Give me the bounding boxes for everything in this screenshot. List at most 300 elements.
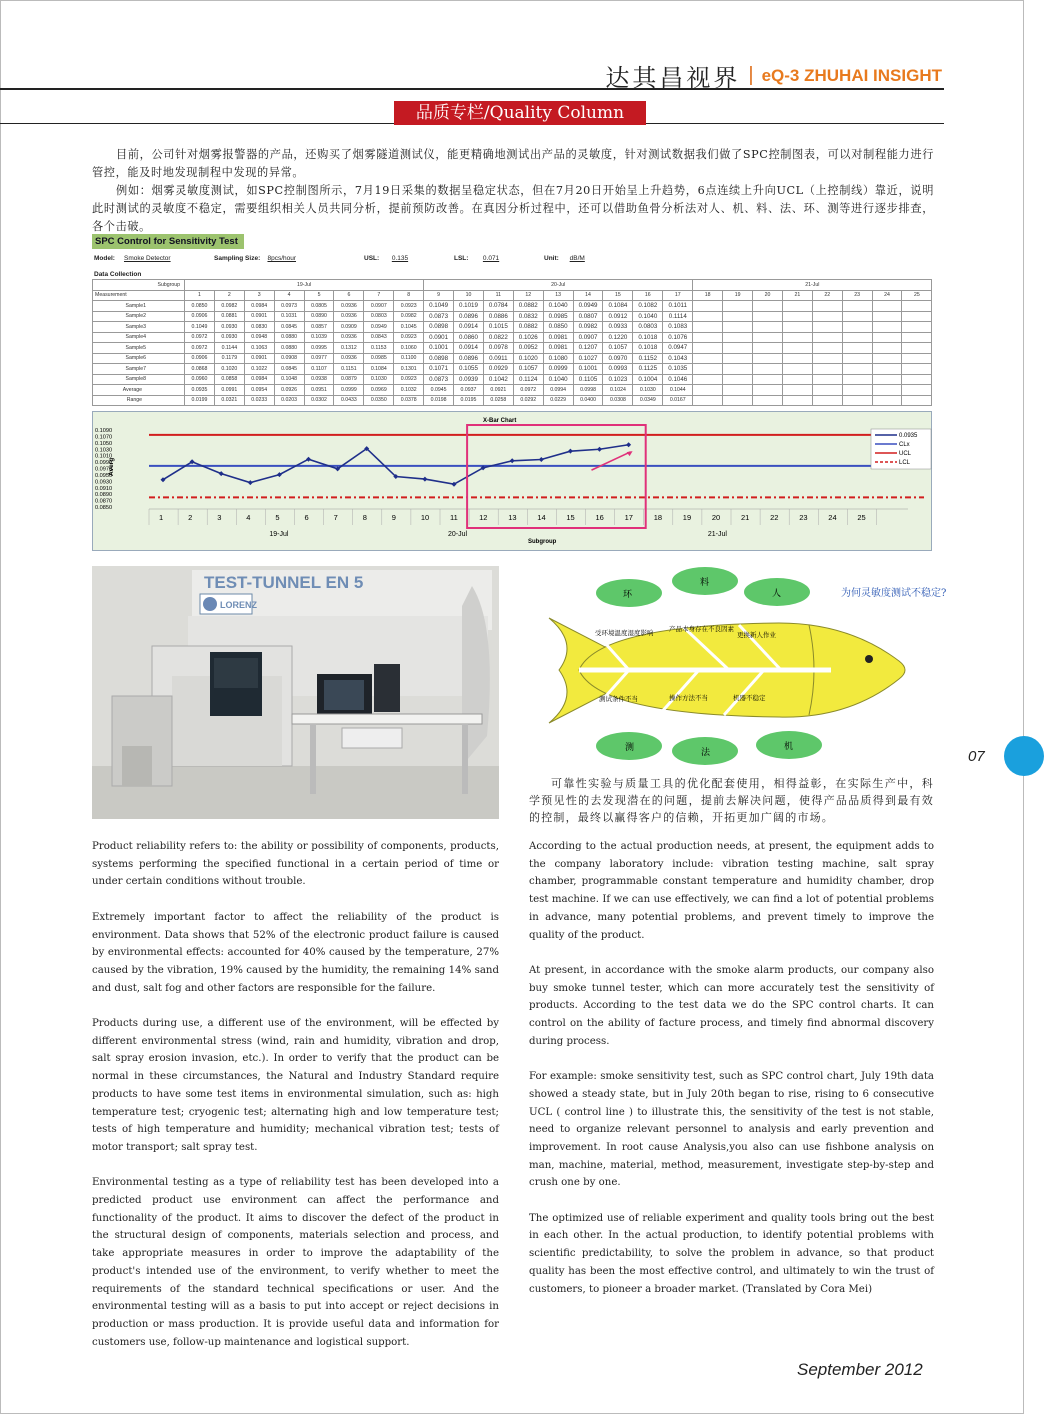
table-cell: 0.0860 [454,332,484,343]
table-cell [902,374,932,385]
x-tick-label: 3 [217,513,222,522]
chart-title: X-Bar Chart [483,418,517,424]
table-cell: 0.0914 [454,343,484,354]
table-cell [723,395,753,406]
table-cell [693,322,723,333]
table-cell: 0.0882 [513,301,543,312]
date-group-label: 21-Jul [707,531,727,538]
table-cell: 0.0881 [214,311,244,322]
x-tick-label: 12 [479,513,488,522]
x-tick-label: 23 [799,513,808,522]
bubble-material: 料 [700,578,710,588]
table-cell: 0.0935 [185,385,215,396]
page-number: 07 [968,748,985,765]
x-tick-label: 2 [188,513,193,522]
table-cell [872,332,902,343]
table-cell [812,353,842,364]
table-cell [693,301,723,312]
subgroup-number: 8 [394,290,424,301]
table-cell: 0.1045 [394,322,424,333]
x-tick-label: 8 [362,513,367,522]
intro-cn-2: 例如：烟雾灵敏度测试，如SPC控制图所示，7月19日采集的数据呈稳定状态，但在7月20日开始呈上升趋势，6点连续上升向UCL（上控制线）靠近，说明此时测试的灵敏度不稳定，需要组织相关人员共同分析，提前预防改善。在真因分析过程中，还可以借助鱼骨分析法对人、机、料、法、环、测等进行逐步排查，各个击破。 [92,184,934,233]
left-para-3: Products during use, a different use of the environment, will be effected by different environmental stress (wind, rain and humidity, vibration and drop, salt spray erosion invasion, etc.). In order to verify that the product can be normal in these circumstances, the Natural and Industry Standard require products to have some test items in environmental simulation, such as: high temperature test; cryogenic test; alternating high and low temperature test; tests of high temperature and humidity; mechanical vibration test; tests of motor transport; salt spray test. [92,1018,499,1153]
date-group-label: 20-Jul [448,531,468,538]
table-cell: 0.1063 [244,343,274,354]
x-tick-label: 18 [653,513,663,522]
table-cell [723,332,753,343]
table-cell [902,343,932,354]
fish-head-question: 为何灵敏度测试不稳定? [841,588,947,599]
table-cell: 0.0901 [244,353,274,364]
table-cell: 0.0880 [274,332,304,343]
subgroup-number: 22 [812,290,842,301]
spc-title: SPC Control for Sensitivity Test [92,234,244,249]
table-cell: 0.0378 [394,395,424,406]
cause-env: 受环境温度湿度影响 [595,629,654,637]
table-cell: 0.0901 [244,311,274,322]
y-tick-label: 0.0850 [95,505,113,511]
table-cell: 0.0991 [214,385,244,396]
table-row [93,332,932,343]
table-cell: 0.0952 [513,343,543,354]
table-cell [842,385,872,396]
table-cell [902,322,932,333]
x-tick-label: 22 [770,513,779,522]
table-cell: 0.0969 [364,385,394,396]
cause-measure: 测试条件不当 [599,695,638,703]
table-cell [723,301,753,312]
row-label: Average [93,385,185,396]
table-cell: 0.0984 [244,301,274,312]
table-cell: 0.1076 [663,332,693,343]
table-cell: 0.0873 [424,311,454,322]
table-cell: 0.1001 [424,343,454,354]
table-cell [693,353,723,364]
row-label: Sample2 [93,311,185,322]
table-cell: 0.0949 [364,322,394,333]
masthead-en: eQ-3 ZHUHAI INSIGHT [761,65,942,85]
table-cell [782,322,812,333]
subgroup-number: 4 [274,290,304,301]
table-cell: 0.0923 [394,301,424,312]
table-cell: 0.1060 [394,343,424,354]
table-cell: 0.0994 [543,385,573,396]
table-cell: 0.0970 [603,353,633,364]
subgroup-number: 17 [663,290,693,301]
table-cell: 0.0972 [185,332,215,343]
table-cell: 0.1144 [214,343,244,354]
table-cell: 0.0936 [334,353,364,364]
y-tick-label: 0.0870 [95,498,113,505]
xbar-chart-svg [93,412,933,552]
table-cell [753,364,783,375]
date-group-label: 19-Jul [269,531,289,538]
table-cell: 0.0896 [454,353,484,364]
table-cell [902,332,932,343]
table-cell [723,385,753,396]
table-cell: 0.0999 [543,364,573,375]
subgroup-number: 13 [543,290,573,301]
table-cell: 0.1046 [663,374,693,385]
table-cell [872,322,902,333]
y-tick-label: 0.0970 [95,466,113,473]
spc-lsl: LSL: 0.071 [454,255,500,262]
table-cell: 0.0937 [454,385,484,396]
table-cell: 0.0349 [633,395,663,406]
table-cell: 0.1055 [454,364,484,375]
table-cell [812,374,842,385]
subgroup-number: 12 [513,290,543,301]
table-cell: 0.0873 [424,374,454,385]
table-cell: 0.0936 [334,301,364,312]
intro-cn-1: 目前，公司针对烟雾报警器的产品，还购买了烟雾隧道测试仪，能更精确地测试出产品的灵敏度，针对测试数据我们做了SPC控制图表，可以对制程能力进行管控，能及时地发现制程中发现的异常。 [92,148,934,179]
table-cell: 0.1125 [633,364,663,375]
y-tick-label: 0.0890 [95,492,113,499]
table-cell: 0.1207 [573,343,603,354]
table-cell: 0.1030 [364,374,394,385]
smoke-tunnel-photo [92,566,499,819]
table-cell: 0.0907 [573,332,603,343]
table-cell: 0.1024 [603,385,633,396]
x-tick-label: 7 [333,513,338,522]
table-cell: 0.1015 [483,322,513,333]
y-tick-label: 0.1030 [95,447,113,454]
table-cell: 0.0945 [424,385,454,396]
caption-cn: 可靠性实验与质量工具的优化配套使用，相得益彰，在实际生产中，科学预见性的去发现潜在的问题，提前去解决问题，使得产品品质得到最有效的控制，最终以赢得客户的信赖，开拓更加广阔的市场。 [529,777,934,824]
table-row [93,353,932,364]
table-cell [812,395,842,406]
issue-date: September 2012 [797,1360,923,1379]
table-cell [842,374,872,385]
x-tick-label: 5 [275,513,280,522]
table-cell [693,385,723,396]
table-cell [812,322,842,333]
x-tick-label: 4 [246,513,251,522]
table-cell: 0.0203 [274,395,304,406]
table-cell [842,322,872,333]
x-tick-label: 10 [420,513,430,522]
table-cell: 0.0258 [483,395,513,406]
right-para-4: The optimized use of reliable experiment and quality tools bring out the best in each other. In the actual production, to identify potential problems with scientific predictability, to solve the problem in advance, so that product quality has been the most effective control, and ultimately to win the trust of customers, to pioneer a broader market. (Translated by Cora Mei) [529,1212,934,1295]
table-cell [902,395,932,406]
table-cell: 0.0898 [424,353,454,364]
table-row [93,311,932,322]
table-cell: 0.1049 [185,322,215,333]
spc-unit: Unit: dB/M [544,255,585,262]
table-cell [902,353,932,364]
row-label: Range [93,395,185,406]
table-cell: 0.1220 [603,332,633,343]
table-cell [753,322,783,333]
table-cell: 0.1004 [633,374,663,385]
table-cell: 0.1035 [663,364,693,375]
subgroup-number: 6 [334,290,364,301]
table-cell [753,332,783,343]
table-cell: 0.0995 [304,343,334,354]
table-cell [902,364,932,375]
fishbone-diagram [519,563,947,777]
subgroup-number: 25 [902,290,932,301]
table-cell: 0.0960 [185,374,215,385]
cause-man: 更换新人作业 [737,631,776,639]
table-cell: 0.0923 [394,332,424,343]
table-cell: 0.1312 [334,343,364,354]
table-cell: 0.0912 [603,311,633,322]
table-cell: 0.0198 [424,395,454,406]
y-tick-label: 0.1070 [95,434,113,441]
table-cell [812,364,842,375]
y-tick-label: 0.1010 [95,453,113,460]
table-cell: 0.0784 [483,301,513,312]
lorenz-brand: LORENZ [220,600,257,610]
table-row [93,322,932,333]
table-cell: 0.0914 [454,322,484,333]
table-cell: 0.0321 [214,395,244,406]
x-tick-label: 16 [595,513,604,522]
table-cell [693,343,723,354]
table-cell: 0.0909 [334,322,364,333]
table-cell: 0.0907 [364,301,394,312]
table-cell [723,343,753,354]
table-row [93,385,932,396]
x-tick-label: 21 [741,513,750,522]
x-tick-label: 9 [391,513,396,522]
left-para-1: Product reliability refers to: the ability or possibility of components, products, systems performing the specified functional in a certain period of time or under certain conditions without trouble. [92,841,499,888]
table-cell: 0.0911 [483,353,513,364]
table-cell: 0.0998 [573,385,603,396]
left-para-2: Extremely important factor to affect the reliability of the product is environment. Data shows that 52% of the electronic product failure is caused by environmental effects: accounted for 40% caused by the temperature, 27% caused by the vibration, 19% caused by the humidity, the remaining 14% sand and dust, salt fog and other factors are responsible for the failure. [92,911,499,994]
table-cell: 0.1124 [513,374,543,385]
table-cell: 0.1042 [483,374,513,385]
plot-area [149,430,909,507]
table-row [93,395,932,406]
table-cell: 0.1001 [573,364,603,375]
table-cell: 0.0898 [424,322,454,333]
left-column [92,838,499,1369]
table-row [93,364,932,375]
table-cell: 0.1020 [513,353,543,364]
table-cell [723,374,753,385]
table-cell: 0.0302 [304,395,334,406]
table-cell: 0.0930 [214,322,244,333]
x-tick-label: 1 [159,513,164,522]
spc-model: Model: Smoke Detector [94,255,171,262]
subgroup-number: 15 [603,290,633,301]
table-cell: 0.0890 [304,311,334,322]
table-cell: 0.0803 [633,322,663,333]
table-cell: 0.0981 [543,332,573,343]
table-cell [753,385,783,396]
table-cell [812,311,842,322]
table-cell: 0.0850 [543,322,573,333]
table-cell: 0.0880 [274,343,304,354]
table-cell: 0.1083 [663,322,693,333]
spc-sampling: Sampling Size: 8pcs/hour [214,255,297,262]
x-tick-label: 13 [508,513,517,522]
table-cell: 0.0982 [214,301,244,312]
table-cell: 0.0843 [364,332,394,343]
smoke-tunnel-illustration [92,566,499,819]
table-cell: 0.0229 [543,395,573,406]
y-tick-label: 0.1050 [95,440,113,447]
subgroup-number: 1 [185,290,215,301]
table-cell: 0.0993 [603,364,633,375]
table-cell: 0.1040 [633,311,663,322]
table-cell: 0.0908 [274,353,304,364]
table-cell [782,311,812,322]
table-cell: 0.0999 [334,385,364,396]
table-cell: 0.1301 [394,364,424,375]
table-cell: 0.0906 [185,311,215,322]
y-tick-label: 0.0950 [95,472,113,479]
y-axis-label: Averg [108,457,115,476]
table-cell: 0.1023 [603,374,633,385]
table-cell [872,385,902,396]
table-cell [782,332,812,343]
table-cell: 0.1022 [244,364,274,375]
table-cell: 0.0233 [244,395,274,406]
table-cell: 0.1018 [633,343,663,354]
x-tick-label: 20 [711,513,721,522]
table-cell [872,374,902,385]
table-cell [693,311,723,322]
legend-label: LCL [899,460,911,466]
x-tick-label: 25 [857,513,866,522]
subgroup-number: 7 [364,290,394,301]
date-header: 19-Jul [185,280,424,291]
legend-label: UCL [899,451,912,457]
x-tick-label: 14 [537,513,546,522]
right-para-3: For example: smoke sensitivity test, such as SPC control chart, July 19th data showed a steady state, but in July 20th began to rise, rising to 6 consecutive UCL ( control line ) to illustrate this, the sensitivity of the test is not stable, need to organize relevant personnel to analysis and early prevention and improvement. In root cause Analysis,you also can use fishbone analysis on man, machine, material, method, measurement, investigate step-by-step and crush one by one. [529,1071,934,1189]
table-cell [842,332,872,343]
table-cell: 0.1020 [214,364,244,375]
table-cell [723,353,753,364]
bubble-method: 法 [701,748,711,758]
table-cell: 0.1019 [454,301,484,312]
table-cell: 0.0930 [214,332,244,343]
table-cell: 0.0803 [364,311,394,322]
table-cell [782,364,812,375]
table-cell [842,364,872,375]
table-cell: 0.0982 [573,322,603,333]
table-cell [872,343,902,354]
x-axis-label: Subgroup [528,539,557,545]
table-cell [902,385,932,396]
table-cell [693,395,723,406]
table-cell: 0.0977 [304,353,334,364]
data-collection-label: Data Collection [94,271,142,278]
masthead-separator: | [748,64,754,86]
table-cell [782,385,812,396]
table-cell: 0.1039 [304,332,334,343]
table-cell: 0.1179 [214,353,244,364]
table-cell [842,353,872,364]
table-cell: 0.0400 [573,395,603,406]
table-cell: 0.0947 [663,343,693,354]
table-cell: 0.0933 [603,322,633,333]
subgroup-number: 9 [424,290,454,301]
table-cell: 0.0292 [513,395,543,406]
table-cell: 0.0939 [454,374,484,385]
table-cell: 0.0886 [483,311,513,322]
table-cell: 0.0926 [274,385,304,396]
table-cell: 0.1100 [394,353,424,364]
table-cell: 0.1153 [364,343,394,354]
table-cell: 0.0936 [334,332,364,343]
table-cell: 0.1043 [663,353,693,364]
row-label: Sample4 [93,332,185,343]
subgroup-header: Subgroup [93,280,185,291]
table-cell: 0.1082 [633,301,663,312]
measurement-header: Measurement [93,290,185,301]
table-cell: 0.0973 [274,301,304,312]
table-cell: 0.0195 [454,395,484,406]
right-para-1: According to the actual production needs, at present, the equipment adds to the company laboratory include: vibration testing machine, salt spray chamber, programmable constant temperature and humidity chamber, drop test machine. If we can use effectively, we can find a lot of potential problems in advance, many potential problems, and prevent timely to improve the quality of the product. [529,841,934,941]
table-cell: 0.0981 [543,343,573,354]
table-row [93,343,932,354]
table-cell: 0.1105 [573,374,603,385]
table-cell [782,395,812,406]
table-cell: 0.0850 [185,301,215,312]
bubble-environment: 环 [623,590,633,600]
table-cell: 0.0921 [483,385,513,396]
table-cell: 0.0805 [304,301,334,312]
table-cell: 0.1151 [334,364,364,375]
table-cell: 0.0868 [185,364,215,375]
table-cell: 0.1031 [274,311,304,322]
subgroup-number: 3 [244,290,274,301]
table-cell: 0.1049 [424,301,454,312]
table-cell [872,364,902,375]
table-cell [782,343,812,354]
table-cell: 0.0882 [513,322,543,333]
table-cell [812,385,842,396]
table-cell: 0.1030 [633,385,663,396]
table-cell: 0.0948 [244,332,274,343]
table-cell: 0.1044 [663,385,693,396]
table-cell: 0.0978 [483,343,513,354]
legend-label: CLx [899,442,910,448]
table-cell: 0.0982 [394,311,424,322]
table-cell: 0.0822 [483,332,513,343]
table-cell: 0.1071 [424,364,454,375]
table-cell [872,353,902,364]
table-cell: 0.1080 [543,353,573,364]
x-tick-label: 15 [566,513,575,522]
subgroup-number: 5 [304,290,334,301]
table-cell: 0.0906 [185,353,215,364]
table-cell [723,311,753,322]
subgroup-number: 18 [693,290,723,301]
subgroup-number: 23 [842,290,872,301]
table-cell: 0.0167 [663,395,693,406]
row-label: Sample1 [93,301,185,312]
table-cell: 0.1152 [633,353,663,364]
tunnel-sign: TEST-TUNNEL EN 5 [204,573,364,592]
table-cell: 0.0901 [424,332,454,343]
table-cell: 0.0879 [334,374,364,385]
x-tick-label: 19 [682,513,692,522]
xbar-chart [92,411,932,551]
cause-material: 产品本身存在不良因素 [669,625,734,633]
spc-data-table [92,279,932,406]
table-cell: 0.0929 [483,364,513,375]
table-cell: 0.0857 [304,322,334,333]
table-cell: 0.1026 [513,332,543,343]
table-cell [782,374,812,385]
subgroup-number: 2 [214,290,244,301]
row-label: Sample8 [93,374,185,385]
